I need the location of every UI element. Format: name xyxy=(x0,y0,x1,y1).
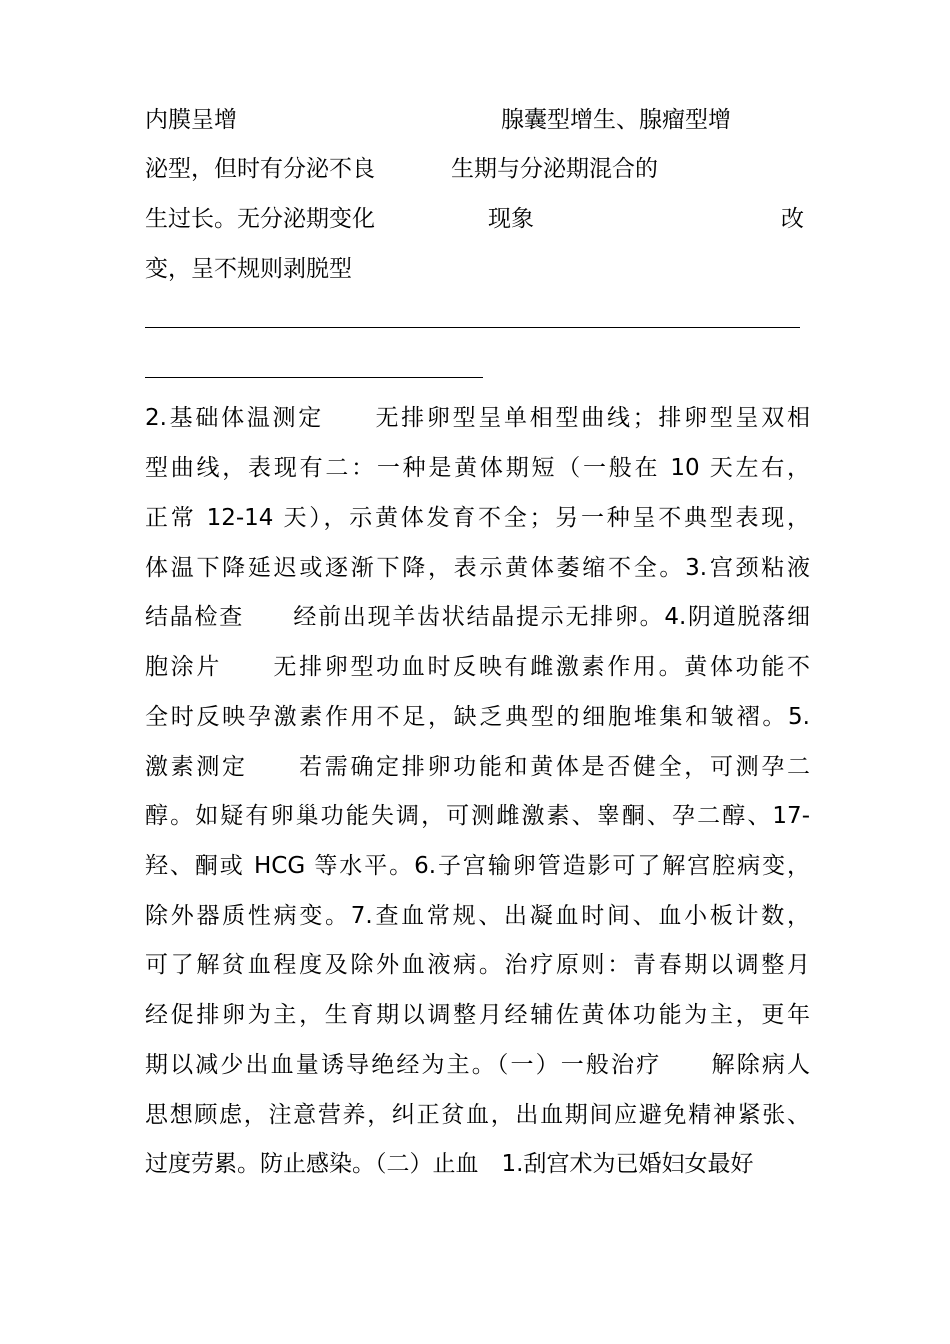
paragraph-line: 型曲线，表现有二：一种是黄体期短（一般在 10 天左右， xyxy=(145,455,810,481)
table-cell-text: 生期与分泌期混合的 xyxy=(451,156,658,182)
separator-line xyxy=(145,377,483,378)
paragraph-line: 结晶检查 经前出现羊齿状结晶提示无排卵。4.阴道脱落细 xyxy=(145,604,810,630)
table-cell-text: 内膜呈增 xyxy=(145,107,237,133)
paragraph-line: 经促排卵为主，生育期以调整月经辅佐黄体功能为主，更年 xyxy=(145,1002,810,1028)
table-cell-text: 生过长。无分泌期变化 xyxy=(145,206,375,232)
separator-line xyxy=(145,327,800,328)
paragraph-line: 正常 12-14 天），示黄体发育不全；另一种呈不典型表现， xyxy=(145,505,810,531)
paragraph-line: 可了解贫血程度及除外血液病。治疗原则：青春期以调整月 xyxy=(145,952,810,978)
paragraph-line: 体温下降延迟或逐渐下降，表示黄体萎缩不全。3.宫颈粘液 xyxy=(145,555,810,581)
paragraph-line: 胞涂片 无排卵型功血时反映有雌激素作用。黄体功能不 xyxy=(145,654,810,680)
paragraph-line: 羟、酮或 HCG 等水平。6.子宫输卵管造影可了解宫腔病变， xyxy=(145,853,810,879)
table-cell-text: 变，呈不规则剥脱型 xyxy=(145,256,352,282)
paragraph-line: 期以减少出血量诱导绝经为主。（一）一般治疗 解除病人 xyxy=(145,1052,810,1078)
paragraph-line: 2.基础体温测定 无排卵型呈单相型曲线；排卵型呈双相 xyxy=(145,405,810,431)
table-cell-text: 现象 xyxy=(488,206,534,232)
paragraph-line: 思想顾虑，注意营养，纠正贫血，出血期间应避免精神紧张、 xyxy=(145,1102,810,1128)
paragraph-line: 过度劳累。防止感染。（二）止血 1.刮宫术为已婚妇女最好 xyxy=(145,1151,754,1177)
paragraph-line: 除外器质性病变。7.查血常规、出凝血时间、血小板计数， xyxy=(145,903,810,929)
paragraph-line: 醇。如疑有卵巢功能失调，可测雌激素、睾酮、孕二醇、17- xyxy=(145,803,810,829)
table-cell-text: 改 xyxy=(781,206,804,232)
table-cell-text: 泌型，但时有分泌不良 xyxy=(145,156,375,182)
table-cell-text: 腺囊型增生、腺瘤型增 xyxy=(501,107,731,133)
paragraph-line: 全时反映孕激素作用不足，缺乏典型的细胞堆集和皱褶。5. xyxy=(145,704,810,730)
paragraph-line: 激素测定 若需确定排卵功能和黄体是否健全，可测孕二 xyxy=(145,754,810,780)
